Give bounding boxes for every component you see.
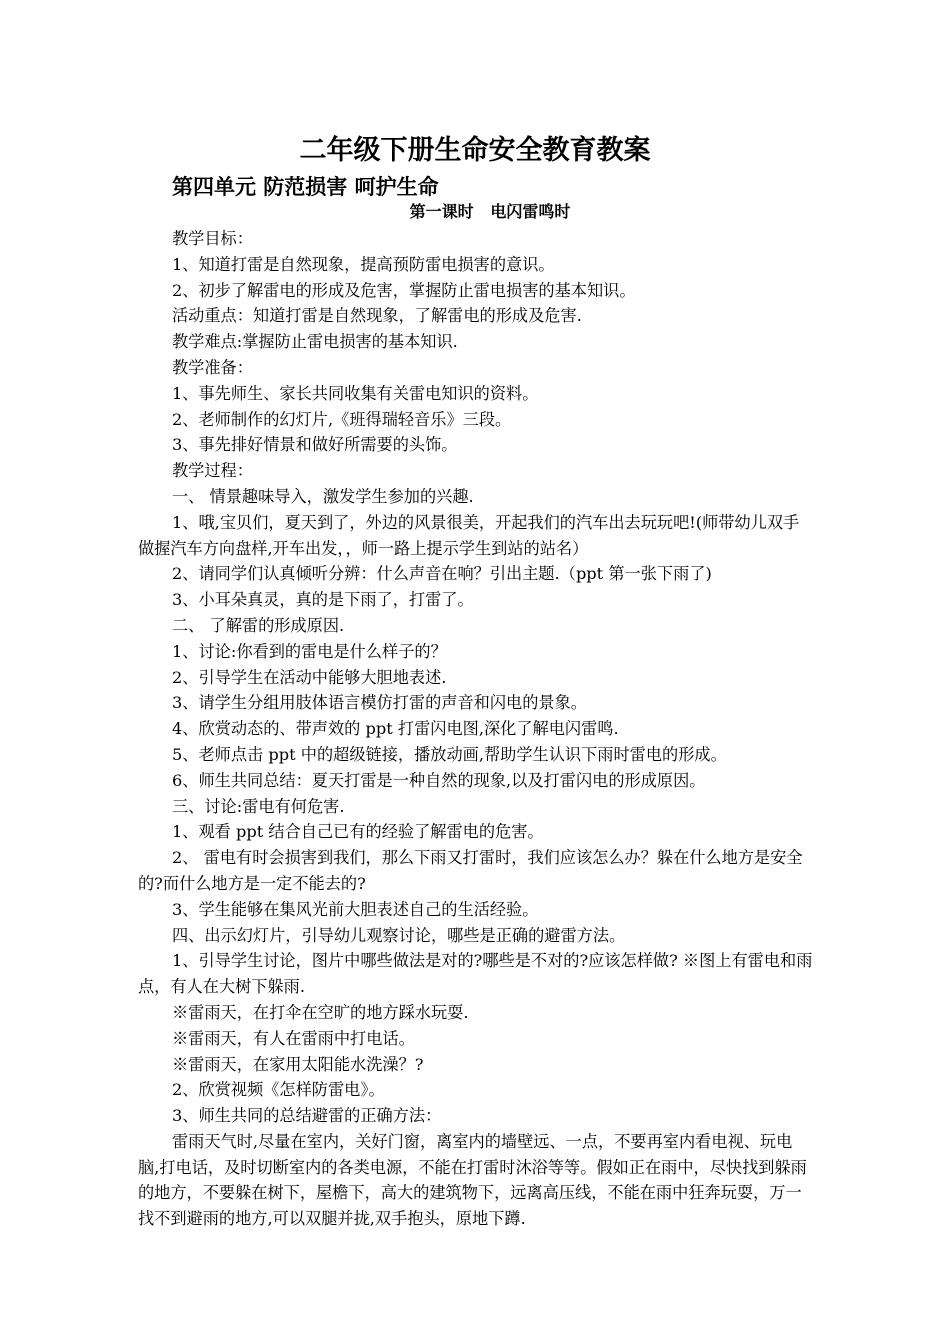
paragraph: 2、老师制作的幻灯片,《班得瑞轻音乐》三段。 <box>172 409 512 429</box>
paragraph: 3、小耳朵真灵，真的是下雨了，打雷了。 <box>172 590 474 610</box>
paragraph: 二、 了解雷的形成原因. <box>172 615 345 635</box>
paragraph: 教学准备： <box>172 357 253 377</box>
paragraph: 三、讨论:雷电有何危害. <box>172 796 345 816</box>
paragraph: ※雷雨天，在家用太阳能水洗澡？? <box>172 1054 424 1074</box>
paragraph: 2、初步了解雷电的形成及危害，掌握防止雷电损害的基本知识。 <box>172 280 636 300</box>
paragraph: 1、引导学生讨论，图片中哪些做法是对的?哪些是不对的?应该怎样做? ※图上有雷电和雨点，有人在大树下躲雨. <box>138 951 813 997</box>
paragraph: 1、观看 ppt 结合自己已有的经验了解雷电的危害。 <box>172 822 544 842</box>
paragraph: 一、 情景趣味导入，激发学生参加的兴趣. <box>172 486 474 506</box>
paragraph: 教学目标： <box>172 229 253 248</box>
paragraph: 3、事先排好情景和做好所需要的头饰。 <box>172 435 458 455</box>
paragraph: 6、师生共同总结：夏天打雷是一种自然的现象,以及打雷闪电的形成原因。 <box>172 770 706 790</box>
paragraph: 活动重点：知道打雷是自然现象，了解雷电的形成及危害. <box>172 306 582 326</box>
paragraph: 1、讨论:你看到的雷电是什么样子的？ <box>172 641 447 661</box>
paragraph: 教学过程： <box>172 461 253 481</box>
paragraph: 教学难点:掌握防止雷电损害的基本知识. <box>172 332 458 352</box>
paragraph: 1、哦,宝贝们，夏天到了，外边的风景很美，开起我们的汽车出去玩玩吧!(师带幼儿双手做握汽车方向盘样,开车出发，，师一路上提示学生到站的站名） <box>138 512 800 558</box>
paragraph: ※雷雨天，有人在雷雨中打电话。 <box>172 1028 415 1048</box>
paragraph: 3、请学生分组用肢体语言模仿打雷的声音和闪电的景象。 <box>172 693 587 713</box>
paragraph: 四、出示幻灯片，引导幼儿观察讨论，哪些是正确的避雷方法。 <box>172 925 626 945</box>
document-body <box>138 226 813 1232</box>
paragraph: 5、老师点击 ppt 中的超级链接，播放动画,帮助学生认识下雨时雷电的形成。 <box>172 744 727 764</box>
paragraph: 2、欣赏视频《怎样防雷电》。 <box>172 1080 385 1100</box>
paragraph: 2、 雷电有时会损害到我们，那么下雨又打雷时，我们应该怎么办？躲在什么地方是安全的?而什么地方是一定不能去的? <box>138 848 803 893</box>
document-title: 二年级下册生命安全教育教案 <box>299 135 651 166</box>
paragraph: 2、引导学生在活动中能够大胆地表述. <box>172 667 447 687</box>
paragraph: 3、师生共同的总结避雷的正确方法： <box>172 1106 442 1126</box>
paragraph: 3、学生能够在集风光前大胆表述自己的生活经验。 <box>172 899 539 919</box>
paragraph: 1、事先师生、家长共同收集有关雷电知识的资料。 <box>172 383 539 403</box>
paragraph: ※雷雨天，在打伞在空旷的地方踩水玩耍. <box>172 1002 469 1022</box>
unit-heading: 第四单元 防范损害 呵护生命 <box>172 175 439 199</box>
paragraph: 2、请同学们认真倾听分辨：什么声音在响？引出主题.（ppt 第一张下雨了) <box>172 564 712 584</box>
lesson-heading: 第一课时 电闪雷鸣时 <box>409 202 571 221</box>
paragraph: 4、欣赏动态的、带声效的 ppt 打雷闪电图,深化了解电闪雷鸣. <box>172 719 619 739</box>
paragraph: 1、知道打雷是自然现象，提高预防雷电损害的意识。 <box>172 254 555 274</box>
paragraph: 雷雨天气时,尽量在室内，关好门窗，离室内的墙壁远、一点，不要再室内看电视、玩电脑,打电话，及时切断室内的各类电源，不能在打雷时沐浴等等。假如正在雨中，尽快找到躲雨的地方，不要躲在树下，屋檐下，高大的建筑物下，远离高压线，不能在雨中狂奔玩耍，万一找不到避雨的地方,可以双腿并拢,双手抱头，原地下蹲. <box>138 1131 807 1229</box>
